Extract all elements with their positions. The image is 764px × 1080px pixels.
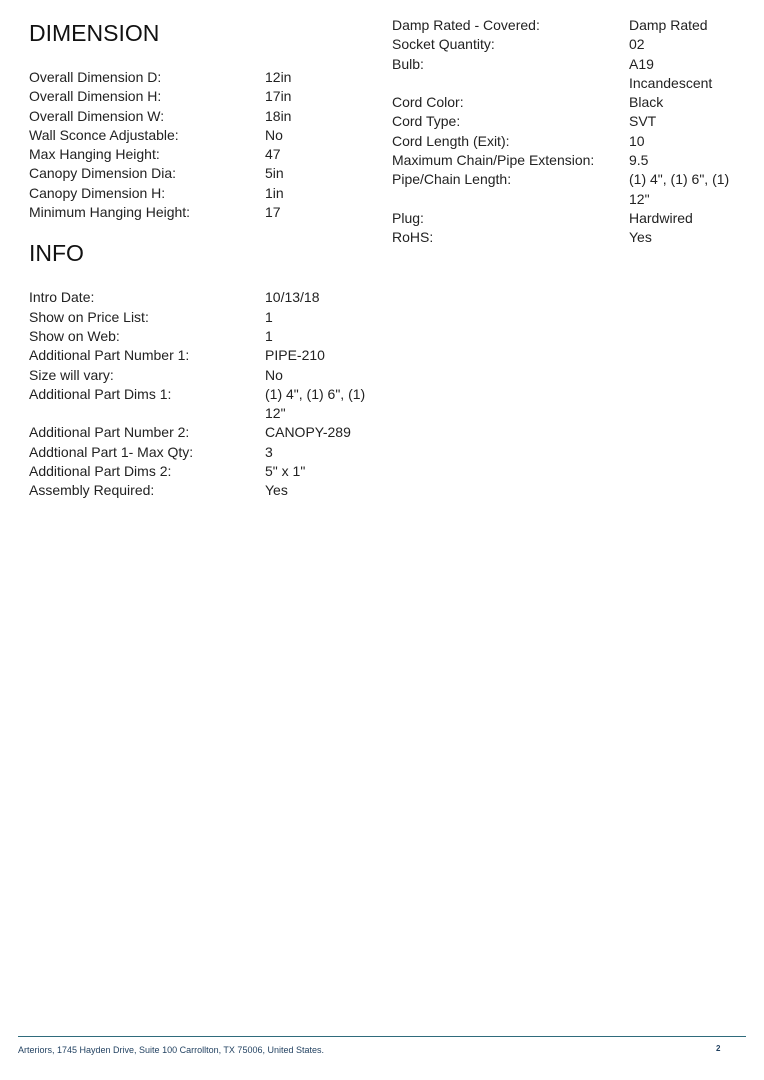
spec-label: Intro Date:: [29, 289, 95, 306]
spec-label: Addtional Part 1- Max Qty:: [29, 443, 194, 460]
info-row: [29, 385, 374, 424]
specs-row: [392, 209, 737, 228]
spec-value: 12in: [265, 69, 292, 85]
specs-row: [392, 35, 737, 54]
dimension-list: [29, 68, 374, 222]
dimension-heading: DIMENSION: [29, 20, 160, 46]
spec-label: Cord Type:: [392, 113, 461, 130]
dimension-row: [29, 164, 374, 183]
spec-value: 1: [265, 308, 273, 325]
spec-label: Bulb:: [392, 55, 424, 72]
spec-value: 3: [265, 443, 273, 460]
spec-value: 5" x 1": [265, 463, 306, 480]
spec-value: A19 Incandescent: [629, 55, 713, 91]
spec-label: Overall Dimension D:: [29, 69, 162, 85]
spec-label: Pipe/Chain Length:: [392, 171, 512, 188]
spec-value: 47: [265, 146, 281, 163]
spec-label: Additional Part Number 1:: [29, 347, 190, 364]
specs-list: [392, 16, 737, 248]
spec-value: Yes: [629, 229, 652, 246]
specs-row: [392, 55, 737, 94]
spec-value: 10: [629, 132, 645, 149]
info-list: [29, 288, 374, 500]
spec-label: Damp Rated - Covered:: [392, 17, 540, 33]
spec-label: Assembly Required:: [29, 482, 155, 499]
spec-label: Additional Part Dims 1:: [29, 385, 172, 402]
right-column: [392, 16, 737, 248]
specs-row: [392, 132, 737, 151]
spec-value: 1in: [265, 184, 284, 201]
spec-value: PIPE-210: [265, 347, 325, 364]
dimension-row: [29, 203, 374, 222]
spec-label: Additional Part Dims 2:: [29, 463, 172, 480]
info-row: [29, 481, 374, 500]
footer-divider: [18, 1036, 746, 1037]
spec-value: Hardwired: [629, 209, 693, 226]
spec-label: Plug:: [392, 209, 424, 226]
spec-value: Yes: [265, 482, 288, 499]
spec-value: 17: [265, 204, 281, 221]
info-row: [29, 288, 374, 307]
dimension-row: [29, 87, 374, 106]
specs-row: [392, 16, 737, 35]
info-heading: INFO: [29, 240, 84, 267]
left-column: [29, 16, 374, 501]
spec-value: No: [265, 366, 283, 383]
info-row: [29, 443, 374, 462]
footer-address: Arteriors, 1745 Hayden Drive, Suite 100 Carrollton, TX 75006, United States.: [18, 1045, 324, 1055]
info-row: [29, 327, 374, 346]
spec-label: Cord Length (Exit):: [392, 132, 510, 149]
spec-label: Canopy Dimension Dia:: [29, 165, 177, 182]
spec-label: Socket Quantity:: [392, 36, 495, 53]
spec-label: Additional Part Number 2:: [29, 424, 190, 441]
specs-row: [392, 151, 737, 170]
spec-value: SVT: [629, 113, 657, 130]
spec-label: Minimum Hanging Height:: [29, 204, 191, 221]
spec-label: Show on Price List:: [29, 308, 149, 325]
info-row: [29, 366, 374, 385]
spec-label: Size will vary:: [29, 366, 114, 383]
spec-label: Overall Dimension H:: [29, 88, 162, 105]
spec-label: Wall Sconce Adjustable:: [29, 126, 179, 143]
spec-label: RoHS:: [392, 229, 434, 246]
dimension-row: [29, 145, 374, 164]
spec-value: 10/13/18: [265, 289, 320, 306]
spec-value: Damp Rated: [629, 17, 708, 33]
spec-value: Black: [629, 94, 664, 111]
spec-label: Canopy Dimension H:: [29, 184, 166, 201]
spec-label: Overall Dimension W:: [29, 107, 165, 124]
spec-value: (1) 4", (1) 6", (1) 12": [629, 171, 730, 207]
specs-row: [392, 170, 737, 209]
info-row: [29, 462, 374, 481]
dimension-row: [29, 126, 374, 145]
spec-value: CANOPY-289: [265, 424, 351, 441]
spec-label: Maximum Chain/Pipe Extension:: [392, 152, 595, 169]
spec-value: 5in: [265, 165, 284, 182]
spec-value: No: [265, 126, 283, 143]
specs-row: [392, 112, 737, 131]
spec-label: Show on Web:: [29, 327, 120, 344]
specs-row: [392, 93, 737, 112]
spec-value: 1: [265, 327, 273, 344]
spec-value: (1) 4", (1) 6", (1) 12": [265, 385, 366, 422]
specs-row: [392, 228, 737, 247]
spec-value: 18in: [265, 107, 292, 124]
dimension-row: [29, 184, 374, 203]
spec-label: Max Hanging Height:: [29, 146, 160, 163]
spec-value: 02: [629, 36, 645, 53]
spec-value: 17in: [265, 88, 292, 105]
page-number: 2: [716, 1044, 721, 1053]
info-row: [29, 308, 374, 327]
info-row: [29, 423, 374, 442]
spec-value: 9.5: [629, 152, 649, 169]
dimension-row: [29, 107, 374, 126]
dimension-row: [29, 68, 374, 87]
spec-label: Cord Color:: [392, 94, 464, 111]
info-row: [29, 346, 374, 365]
